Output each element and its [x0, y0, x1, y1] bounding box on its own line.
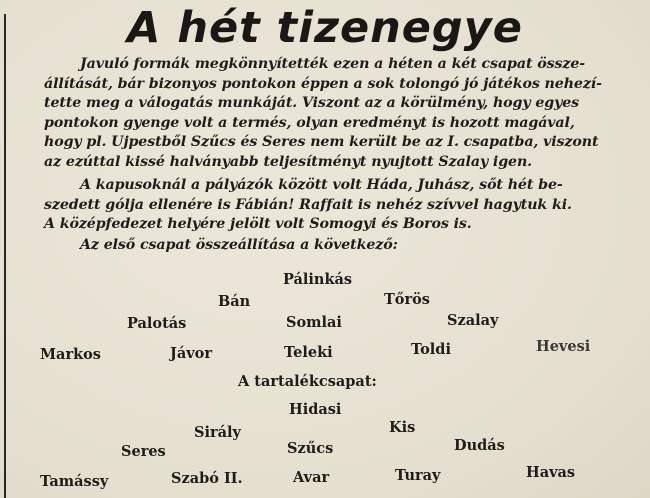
first-team-back: Bán	[218, 293, 251, 310]
lineup-intro	[44, 236, 638, 256]
first-team-half: Szalay	[447, 312, 499, 329]
paragraph-line: állítását, bár bizonyos pontokon éppen a sok tolongó jó játékos nehezí-	[44, 75, 602, 92]
paragraph-line: Az első csapat összeállítása a következő:	[80, 237, 398, 253]
first-team-back: Tőrös	[384, 291, 430, 308]
reserve-team-forward: Szabó II.	[171, 470, 243, 487]
goalkeepers-paragraph	[44, 176, 638, 235]
paragraph-line: hogy pl. Ujpestből Szűcs és Seres nem került be az I. csapatba, viszont	[44, 134, 599, 151]
first-team-forward: Jávor	[170, 345, 212, 362]
reserve-team-back: Kis	[389, 419, 416, 436]
reserve-team-forward: Havas	[526, 464, 576, 481]
first-team-goalkeeper: Pálinkás	[283, 271, 353, 288]
first-team-forward: Teleki	[284, 344, 333, 361]
first-team-forward: Hevesi	[536, 338, 591, 355]
reserve-team-half: Seres	[121, 443, 166, 460]
reserve-team-half: Dudás	[454, 437, 505, 454]
paragraph-line: pontokon gyenge volt a termés, olyan eredményt is hozott magával,	[44, 114, 575, 131]
headline: A hét tizenegye	[127, 3, 523, 53]
column-rule	[4, 14, 6, 498]
paragraph-line: A középfedezet helyére jelölt volt Somogyi és Boros is.	[44, 216, 472, 233]
reserve-team-forward: Turay	[395, 467, 441, 484]
first-team-half: Somlai	[286, 314, 342, 331]
first-team-forward: Toldi	[411, 341, 451, 358]
first-team-forward: Markos	[40, 346, 101, 363]
intro-paragraph	[44, 55, 638, 173]
paragraph-line: az ezúttal kissé halványabb teljesítményt nyujtott Szalay igen.	[44, 153, 533, 170]
paragraph-line: A kapusoknál a pályázók között volt Háda, Juhász, sőt hét be-	[80, 177, 563, 193]
paragraph-line: tette meg a válogatás munkáját. Viszont az a körülmény, hogy egyes	[44, 95, 580, 112]
reserve-team-back: Sirály	[194, 424, 241, 441]
reserve-team-half: Szűcs	[287, 440, 334, 457]
reserve-team-goalkeeper: Hidasi	[289, 401, 342, 418]
paragraph-line: Javuló formák megkönnyítették ezen a héten a két csapat össze-	[80, 56, 586, 72]
first-team-half: Palotás	[127, 315, 187, 332]
reserve-team-forward: Avar	[293, 469, 330, 486]
paragraph-line: szedett gólja ellenére is Fábián! Raffait is nehéz szívvel hagytuk ki.	[44, 196, 572, 213]
reserve-team-label: A tartalékcsapat:	[238, 373, 377, 390]
reserve-team-forward: Tamássy	[40, 473, 109, 490]
